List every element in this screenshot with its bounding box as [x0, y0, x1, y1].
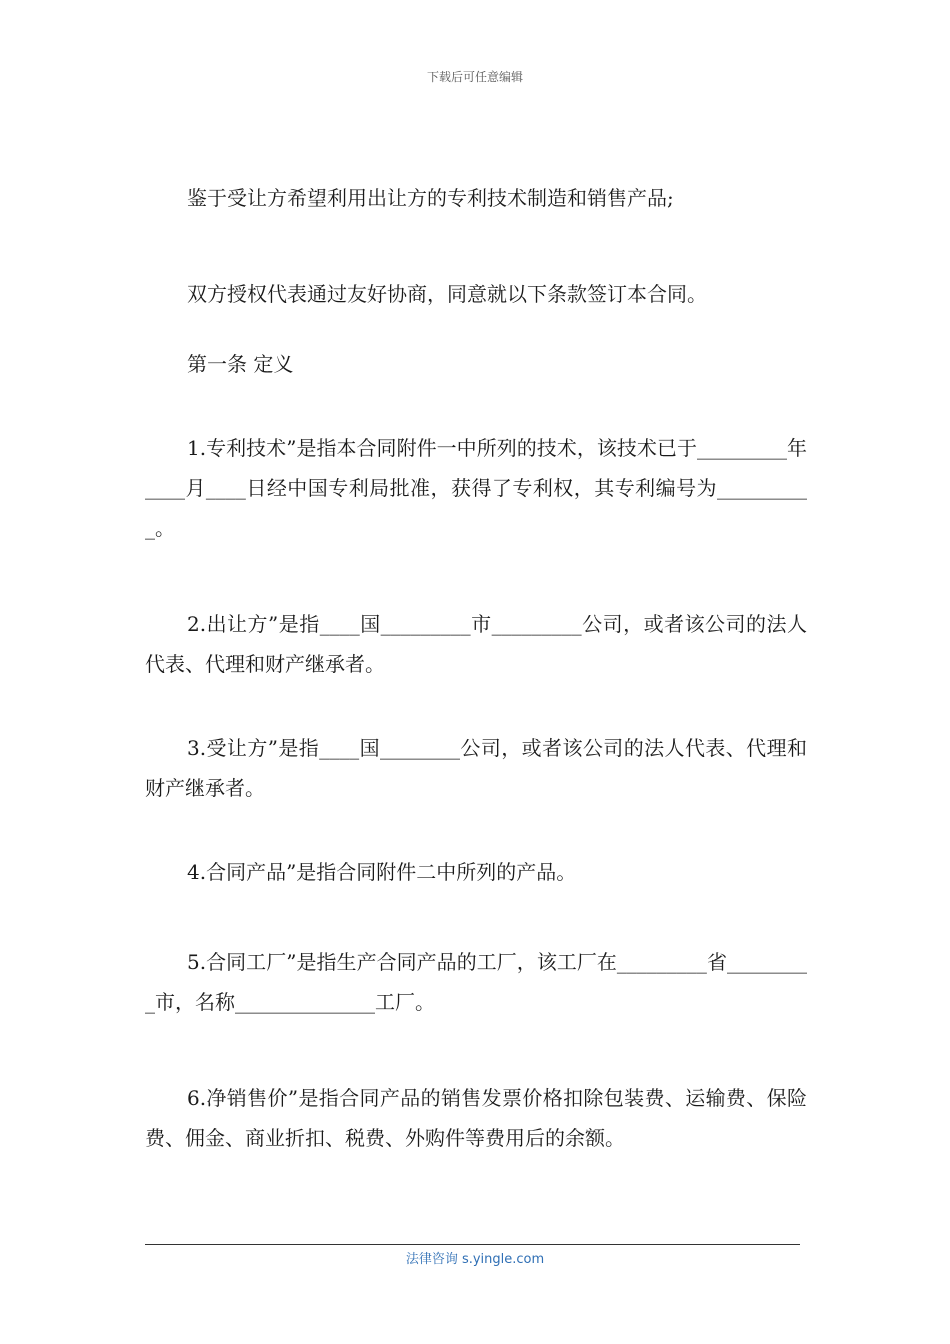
definition-licensee: 3.受让方”是指____国________公司，或者该公司的法人代表、代理和财产继承者。 [145, 736, 807, 800]
paragraph-recital: 鉴于受让方希望利用出让方的专利技术制造和销售产品; [187, 186, 674, 210]
footer-link[interactable]: 法律咨询 s.yingle.com [405, 1252, 545, 1267]
article-heading: 第一条 定义 [187, 352, 294, 376]
paragraph-agreement: 双方授权代表通过友好协商，同意就以下条款签订本合同。 [187, 282, 707, 306]
definition-contract-product: 4.合同产品”是指合同附件二中所列的产品。 [187, 860, 577, 884]
definition-net-selling-price: 6.净销售价”是指合同产品的销售发票价格扣除包装费、运输费、保险费、佣金、商业折扣、税费、外购件等费用后的余额。 [145, 1086, 807, 1150]
definition-contract-factory: 5.合同工厂”是指生产合同产品的工厂，该工厂在_________省_________市，名称______________工厂。 [145, 950, 807, 1014]
definition-licensor: 2.出让方”是指____国_________市_________公司，或者该公司的法人代表、代理和财产继承者。 [145, 612, 807, 676]
definition-patent-technology: 1.专利技术”是指本合同附件一中所列的技术，该技术已于_________年____月____日经中国专利局批准，获得了专利权，其专利编号为__________。 [145, 436, 807, 540]
document-body [145, 178, 807, 1158]
download-note: 下载后可任意编辑 [426, 70, 523, 84]
footer-divider [145, 1244, 800, 1245]
